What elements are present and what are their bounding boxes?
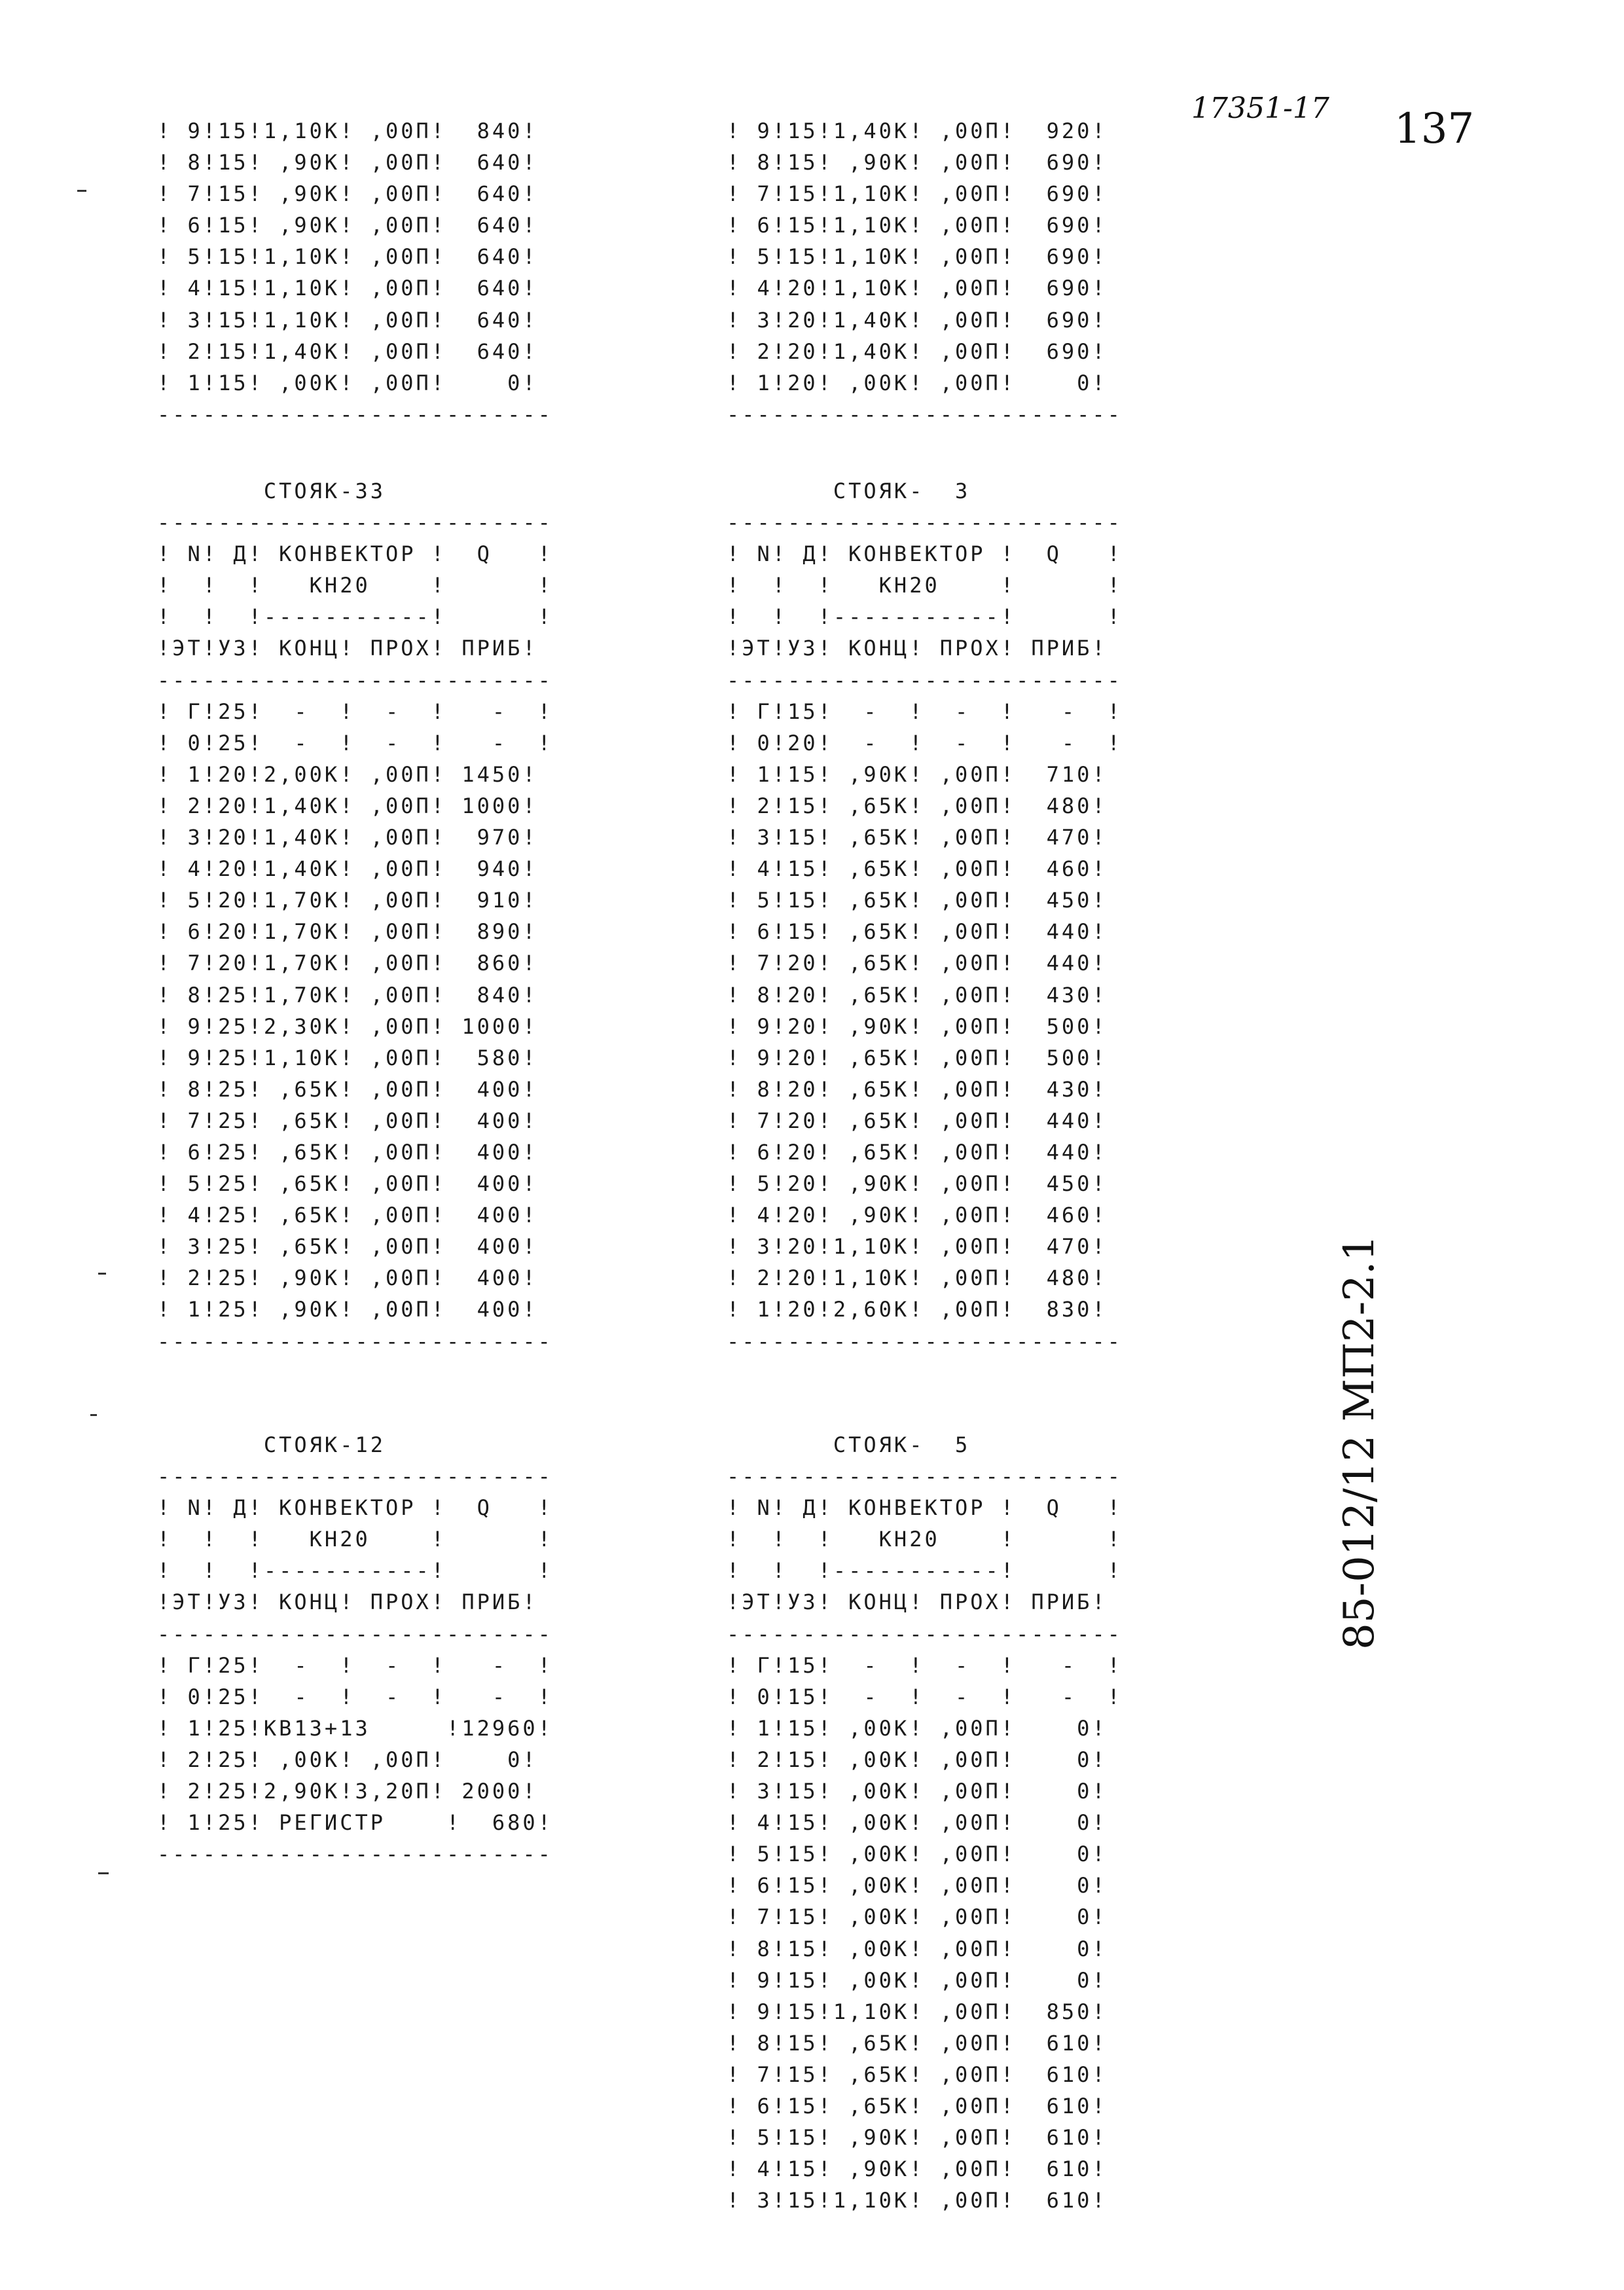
handwritten-page-number: 137	[1394, 105, 1475, 153]
table-stoyak-3: СТОЯК- 3 -------------------------- ! N! Д! КОНВЕКТОР ! Q ! ! ! ! КН20 ! ! ! ! !-----------! ! !ЭТ!УЗ! КОНЦ! ПРОХ! ПРИБ! -------------------------- ! Г!15! - ! - ! - ! ! 0!20! - ! - ! - ! ! 1!15! ,90К! ,00П! 710! ! 2!15! ,65К! ,00П! 480! ! 3!15! ,65К! ,00П! 470! ! 4!15! ,65К! ,00П! 460! ! 5!15! ,65К! ,00П! 450! ! 6!15! ,65К! ,00П! 440! ! 7!20! ,65К! ,00П! 440! ! 8!20! ,65К! ,00П! 430! ! 9!20! ,90К! ,00П! 500! ! 9!20! ,65К! ,00П! 500! ! 8!20! ,65К! ,00П! 430! ! 7!20! ,65К! ,00П! 440! ! 6!20! ,65К! ,00П! 440! ! 5!20! ,90К! ,00П! 450! ! 4!20! ,90К! ,00П! 460! ! 3!20!1,10К! ,00П! 470! ! 2!20!1,10К! ,00П! 480! ! 1!20!2,60К! ,00П! 830! --------------------------	[727, 479, 1123, 1354]
table-continuation-right: ! 9!15!1,40К! ,00П! 920! ! 8!15! ,90К! ,00П! 690! ! 7!15!1,10К! ,00П! 690! ! 6!15!1,10К! ,00П! 690! ! 5!15!1,10К! ,00П! 690! ! 4!20!1,10К! ,00П! 690! ! 3!20!1,40К! ,00П! 690! ! 2!20!1,40К! ,00П! 690! ! 1!20! ,00К! ,00П! 0! --------------------------	[727, 118, 1123, 427]
table-stoyak-5: СТОЯК- 5 -------------------------- ! N! Д! КОНВЕКТОР ! Q ! ! ! ! КН20 ! ! ! ! !-----------! ! !ЭТ!УЗ! КОНЦ! ПРОХ! ПРИБ! -------------------------- ! Г!15! - ! - ! - ! ! 0!15! - ! - ! - ! ! 1!15! ,00К! ,00П! 0! ! 2!15! ,00К! ,00П! 0! ! 3!15! ,00К! ,00П! 0! ! 4!15! ,00К! ,00П! 0! ! 5!15! ,00К! ,00П! 0! ! 6!15! ,00К! ,00П! 0! ! 7!15! ,00К! ,00П! 0! ! 8!15! ,00К! ,00П! 0! ! 9!15! ,00К! ,00П! 0! ! 9!15!1,10К! ,00П! 850! ! 8!15! ,65К! ,00П! 610! ! 7!15! ,65К! ,00П! 610! ! 6!15! ,65К! ,00П! 610! ! 5!15! ,90К! ,00П! 610! ! 4!15! ,90К! ,00П! 610! ! 3!15!1,10К! ,00П! 610!	[727, 1432, 1123, 2213]
table-stoyak-33: СТОЯК-33 -------------------------- ! N! Д! КОНВЕКТОР ! Q ! ! ! ! КН20 ! ! ! ! !-----------! ! !ЭТ!УЗ! КОНЦ! ПРОХ! ПРИБ! -------------------------- ! Г!25! - ! - ! - ! ! 0!25! - ! - ! - ! ! 1!20!2,00К! ,00П! 1450! ! 2!20!1,40К! ,00П! 1000! ! 3!20!1,40К! ,00П! 970! ! 4!20!1,40К! ,00П! 940! ! 5!20!1,70К! ,00П! 910! ! 6!20!1,70К! ,00П! 890! ! 7!20!1,70К! ,00П! 860! ! 8!25!1,70К! ,00П! 840! ! 9!25!2,30К! ,00П! 1000! ! 9!25!1,10К! ,00П! 580! ! 8!25! ,65К! ,00П! 400! ! 7!25! ,65К! ,00П! 400! ! 6!25! ,65К! ,00П! 400! ! 5!25! ,65К! ,00П! 400! ! 4!25! ,65К! ,00П! 400! ! 3!25! ,65К! ,00П! 400! ! 2!25! ,90К! ,00П! 400! ! 1!25! ,90К! ,00П! 400! --------------------------	[157, 479, 553, 1354]
table-stoyak-12: СТОЯК-12 -------------------------- ! N! Д! КОНВЕКТОР ! Q ! ! ! ! КН20 ! ! ! ! !-----------! ! !ЭТ!УЗ! КОНЦ! ПРОХ! ПРИБ! -------------------------- ! Г!25! - ! - ! - ! ! 0!25! - ! - ! - ! ! 1!25!КВ13+13 !12960! ! 2!25! ,00К! ,00П! 0! ! 2!25!2,90К!3,20П! 2000! ! 1!25! РЕГИСТР ! 680! --------------------------	[157, 1432, 553, 1867]
scan-speck	[98, 1273, 106, 1275]
table-continuation-left: ! 9!15!1,10К! ,00П! 840! ! 8!15! ,90К! ,00П! 640! ! 7!15! ,90К! ,00П! 640! ! 6!15! ,90К! ,00П! 640! ! 5!15!1,10К! ,00П! 640! ! 4!15!1,10К! ,00П! 640! ! 3!15!1,10К! ,00П! 640! ! 2!15!1,40К! ,00П! 640! ! 1!15! ,00К! ,00П! 0! --------------------------	[157, 118, 553, 427]
scan-speck	[98, 1872, 109, 1874]
handwritten-side-code: 85-012/12 МП2-2.1	[1335, 1234, 1384, 1650]
scan-speck	[90, 1414, 97, 1416]
scan-speck	[77, 190, 86, 192]
handwritten-doc-number: 17351-17	[1191, 92, 1329, 125]
